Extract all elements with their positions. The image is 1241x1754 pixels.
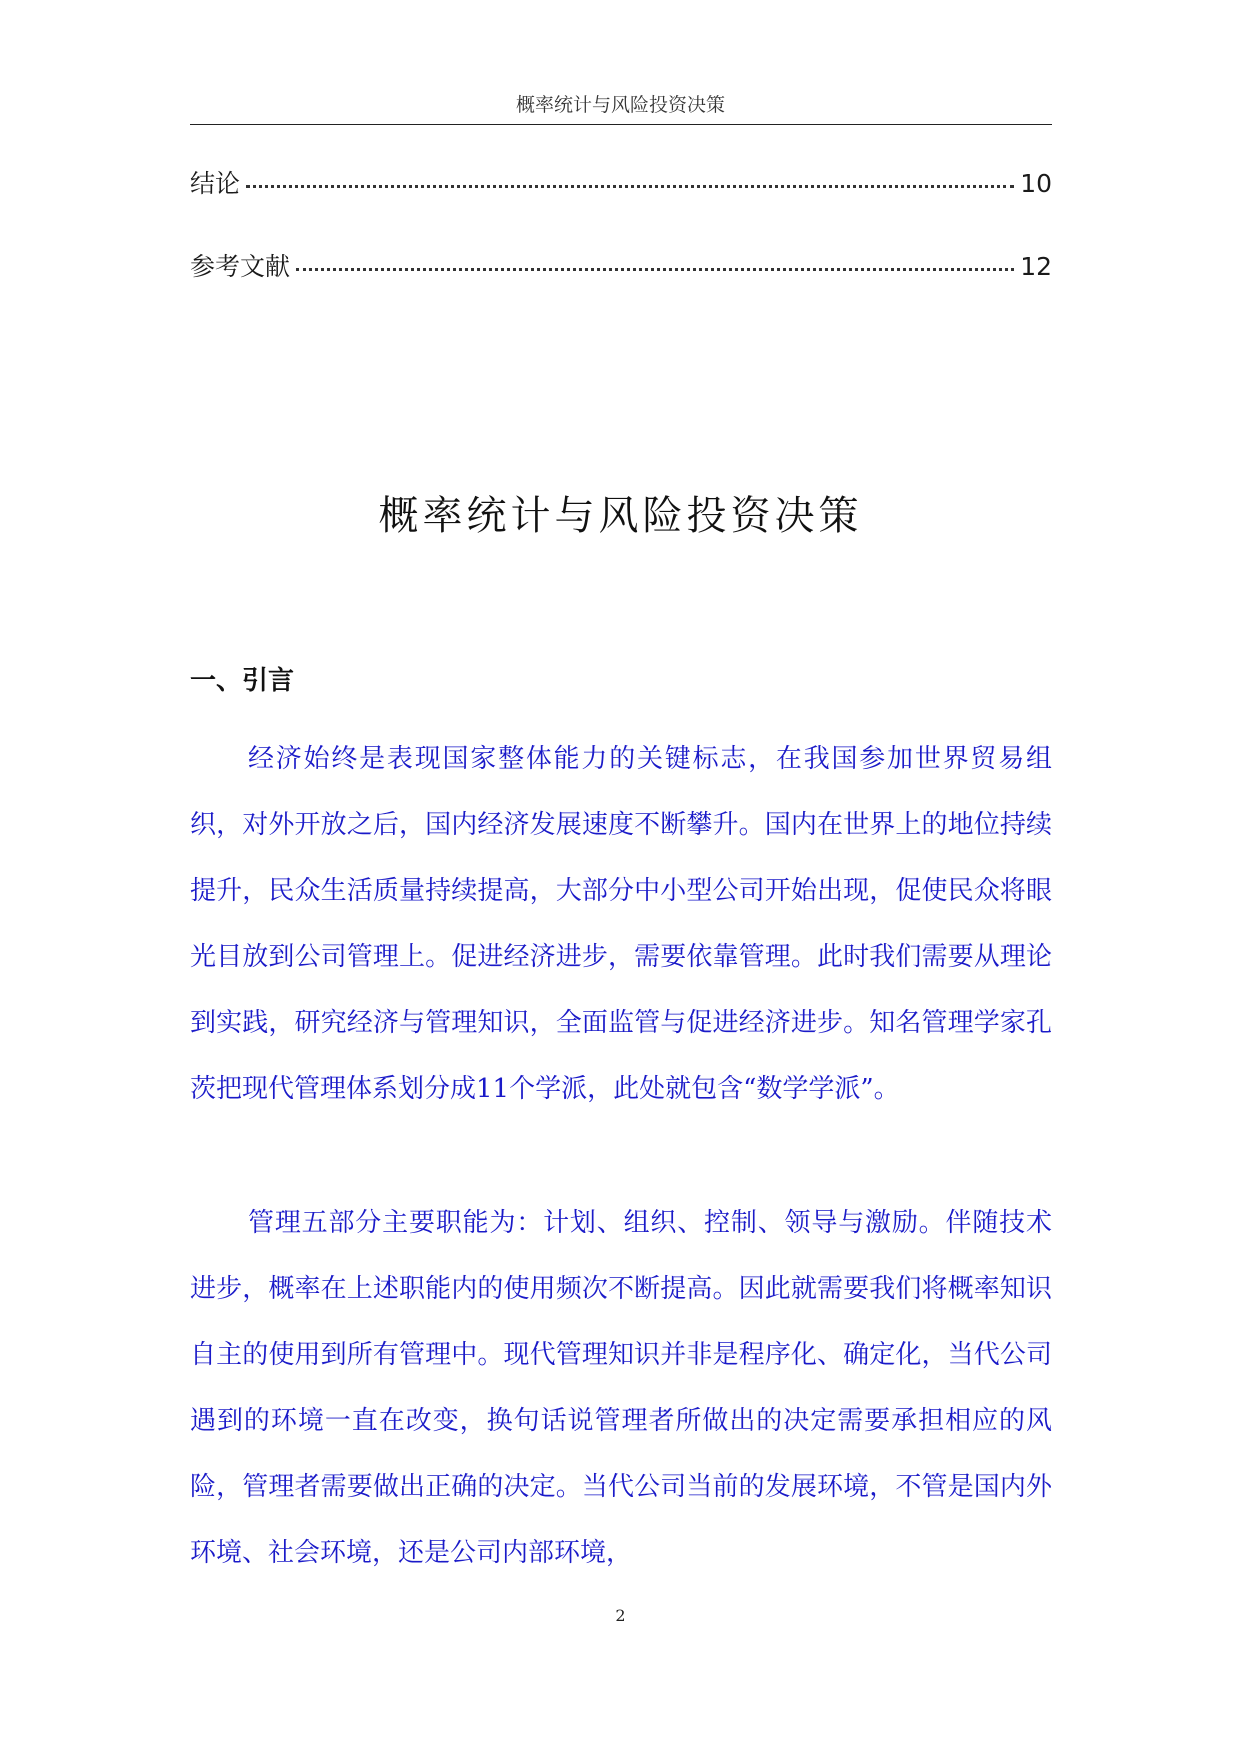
toc-entry-page: 12 [1020,252,1052,281]
document-title: 概率统计与风险投资决策 [378,493,863,539]
page-number: 2 [615,1606,626,1625]
toc-dot-leader [246,185,1014,188]
running-header: 概率统计与风险投资决策 [515,94,725,116]
section-heading: 一、引言 [190,666,295,696]
toc-entry-page: 10 [1020,169,1052,198]
toc-entry-label: 参考文献 [190,252,291,281]
body-paragraph: 经济始终是表现国家整体能力的关键标志，在我国参加世界贸易组织，对外开放之后，国内经济发展速度不断攀升。国内在世界上的地位持续提升，民众生活质量持续提高，大部分中小型公司开始出现，促使民众将眼光目放到公司管理上。促进经济进步，需要依靠管理。此时我们需要从理论到实践，研究经济与管理知识，全面监管与促进经济进步。知名管理学家孔茨把现代管理体系划分成11个学派，此处就包含“数学学派”。 [190,744,1052,1104]
toc-dot-leader [296,268,1014,271]
toc-entry-label: 结论 [190,169,241,198]
toc-entry-references[interactable] [190,247,1052,287]
toc-entry-conclusion[interactable] [190,164,1052,204]
body-paragraph: 管理五部分主要职能为：计划、组织、控制、领导与激励。伴随技术进步，概率在上述职能内的使用频次不断提高。因此就需要我们将概率知识自主的使用到所有管理中。现代管理知识并非是程序化、确定化，当代公司遇到的环境一直在改变，换句话说管理者所做出的决定需要承担相应的风险，管理者需要做出正确的决定。当代公司当前的发展环境，不管是国内外环境、社会环境，还是公司内部环境， [190,1208,1052,1568]
header-divider [190,124,1052,125]
